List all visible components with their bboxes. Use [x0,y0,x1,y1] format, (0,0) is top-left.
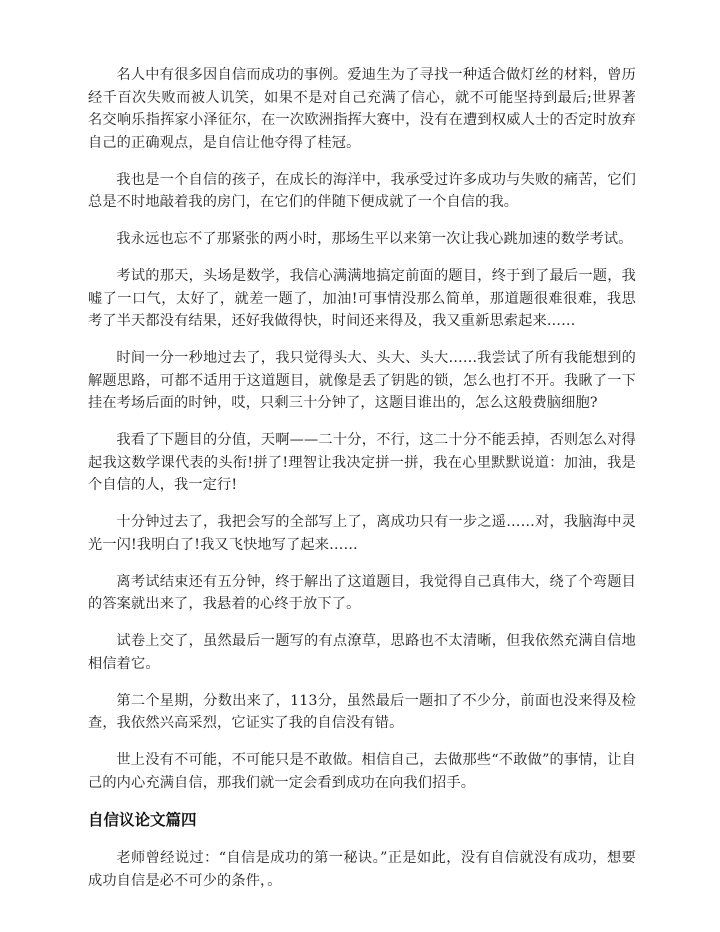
paragraph-4: 考试的那天，头场是数学，我信心满满地搞定前面的题目，终于到了最后一题，我嘘了一口气，太好了，就差一题了，加油!可事情没那么简单，那道题很难很难，我思考了半天都没有结果，还好我做得快，时间还来得及，我又重新思索起来…… [88,268,636,329]
paragraph-2: 我也是一个自信的孩子，在成长的海洋中，我承受过许多成功与失败的痛苦，它们总是不时地敲着我的房门，在它们的伴随下便成就了一个自信的我。 [88,171,636,210]
paragraph-7: 十分钟过去了，我把会写的全部写上了，离成功只有一步之遥……对，我脑海中灵光一闪!我明白了!我又飞快地写了起来…… [88,514,636,553]
document-page [88,64,636,907]
paragraph-1: 名人中有很多因自信而成功的事例。爱迪生为了寻找一种适合做灯丝的材料，曾历经千百次失败而被人讥笑，如果不是对自己充满了信心，就不可能坚持到最后;世界著名交响乐指挥家小泽征尔，在一次欧洲指挥大赛中，没有在遭到权威人士的否定时放弃自己的正确观点，是自信让他夺得了桂冠。 [88,67,636,151]
paragraph-12: 老师曾经说过：“自信是成功的第一秘诀。”正是如此，没有自信就没有成功，想要成功自信是必不可少的条件，。 [88,850,636,889]
paragraph-6: 我看了下题目的分值，天啊——二十分，不行，这二十分不能丢掉，否则怎么对得起我这数学课代表的头衔!拼了!理智让我决定拼一拼，我在心里默默说道：加油，我是个自信的人，我一定行! [88,432,636,493]
paragraph-5: 时间一分一秒地过去了，我只觉得头大、头大、头大……我尝试了所有我能想到的解题思路，可都不适用于这道题目，就像是丢了钥匙的锁，怎么也打不开。我瞅了一下挂在考场后面的时钟，哎，只剩三十分钟了，这题目谁出的，怎么这般费脑细胞? [88,350,636,411]
paragraph-10: 第二个星期，分数出来了，113分，虽然最后一题扣了不少分，前面也没来得及检查，我依然兴高采烈，它证实了我的自信没有错。 [88,692,636,731]
paragraph-11: 世上没有不可能，不可能只是不敢做。相信自己，去做那些“不敢做”的事情，让自己的内心充满自信，那我们就一定会看到成功在向我们招手。 [88,752,636,791]
paragraph-3: 我永远也忘不了那紧张的两小时，那场生平以来第一次让我心跳加速的数学考试。 [116,231,633,247]
section-heading: 自信议论文篇四 [88,809,197,829]
paragraph-9: 试卷上交了，虽然最后一题写的有点潦草，思路也不太清晰，但我依然充满自信地相信着它。 [88,633,636,672]
paragraph-8: 离考试结束还有五分钟，终于解出了这道题目，我觉得自己真伟大，绕了个弯题目的答案就出来了，我悬着的心终于放下了。 [88,573,636,612]
